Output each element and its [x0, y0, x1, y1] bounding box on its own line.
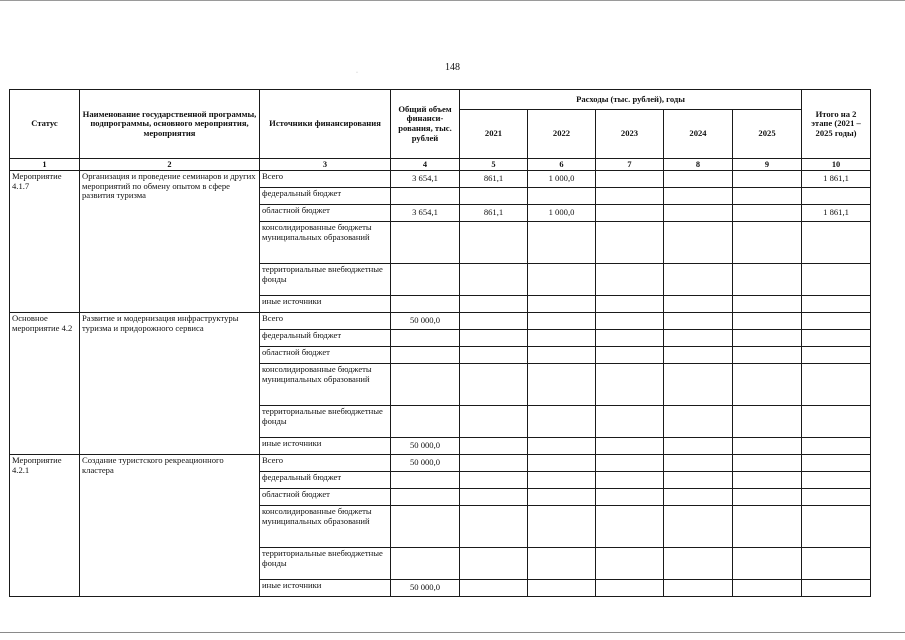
funding-source-cell: иные источники: [260, 580, 391, 597]
stage-total-cell: [802, 438, 871, 455]
year-2023-cell: [596, 188, 664, 205]
header-year: 2024: [664, 110, 733, 159]
column-number: 3: [260, 159, 391, 171]
year-2024-cell: [664, 313, 733, 330]
year-2021-cell: [460, 506, 528, 548]
year-2022-cell: [528, 296, 596, 313]
column-number: 9: [733, 159, 802, 171]
year-2025-cell: [733, 438, 802, 455]
year-2022-cell: [528, 330, 596, 347]
funding-source-cell: областной бюджет: [260, 489, 391, 506]
stage-total-cell: [802, 580, 871, 597]
year-2025-cell: [733, 296, 802, 313]
year-2025-cell: [733, 313, 802, 330]
scan-speck: ·: [356, 70, 358, 76]
total-volume-cell: 3 654,1: [391, 171, 460, 188]
year-2023-cell: [596, 364, 664, 406]
year-2025-cell: [733, 364, 802, 406]
year-2024-cell: [664, 330, 733, 347]
year-2021-cell: [460, 347, 528, 364]
year-2021-cell: [460, 296, 528, 313]
status-cell: Основное мероприятие 4.2: [10, 313, 80, 455]
year-2024-cell: [664, 296, 733, 313]
year-2022-cell: 1 000,0: [528, 171, 596, 188]
stage-total-cell: [802, 222, 871, 264]
column-number: 1: [10, 159, 80, 171]
column-number: 10: [802, 159, 871, 171]
table-header: [10, 90, 871, 171]
column-number-row: [10, 159, 871, 171]
stage-total-cell: [802, 313, 871, 330]
year-2022-cell: [528, 313, 596, 330]
program-name-cell: Создание туристского рекреационного кластера: [80, 455, 260, 597]
total-volume-cell: 50 000,0: [391, 455, 460, 472]
year-2021-cell: [460, 472, 528, 489]
year-2025-cell: [733, 264, 802, 296]
total-volume-cell: [391, 506, 460, 548]
year-2024-cell: [664, 472, 733, 489]
year-2024-cell: [664, 264, 733, 296]
year-2022-cell: [528, 406, 596, 438]
table-row: [10, 313, 871, 330]
year-2023-cell: [596, 347, 664, 364]
year-2025-cell: [733, 406, 802, 438]
year-2025-cell: [733, 330, 802, 347]
header-total-volume: Общий объем финанси- рования, тыс. рублей: [391, 90, 460, 159]
funding-source-cell: консолидированные бюджеты муниципальных образований: [260, 364, 391, 406]
year-2024-cell: [664, 455, 733, 472]
status-cell: Мероприятие 4.2.1: [10, 455, 80, 597]
stage-total-cell: [802, 264, 871, 296]
year-2025-cell: [733, 548, 802, 580]
stage-total-cell: [802, 406, 871, 438]
year-2022-cell: [528, 506, 596, 548]
year-2023-cell: [596, 489, 664, 506]
year-2022-cell: [528, 188, 596, 205]
header-sources: Источники финансирования: [260, 90, 391, 159]
column-number: 8: [664, 159, 733, 171]
year-2022-cell: [528, 347, 596, 364]
funding-source-cell: федеральный бюджет: [260, 472, 391, 489]
year-2021-cell: [460, 188, 528, 205]
funding-source-cell: территориальные внебюджетные фонды: [260, 406, 391, 438]
stage-total-cell: [802, 472, 871, 489]
year-2021-cell: [460, 364, 528, 406]
year-2023-cell: [596, 330, 664, 347]
total-volume-cell: 50 000,0: [391, 313, 460, 330]
funding-source-cell: областной бюджет: [260, 347, 391, 364]
year-2023-cell: [596, 264, 664, 296]
header-year: 2023: [596, 110, 664, 159]
year-2025-cell: [733, 205, 802, 222]
year-2022-cell: [528, 438, 596, 455]
year-2021-cell: [460, 548, 528, 580]
total-volume-cell: [391, 406, 460, 438]
year-2022-cell: [528, 472, 596, 489]
column-number: 2: [80, 159, 260, 171]
total-volume-cell: [391, 330, 460, 347]
year-2022-cell: [528, 455, 596, 472]
funding-source-cell: консолидированные бюджеты муниципальных образований: [260, 222, 391, 264]
total-volume-cell: [391, 222, 460, 264]
year-2023-cell: [596, 506, 664, 548]
stage-total-cell: [802, 548, 871, 580]
year-2021-cell: [460, 406, 528, 438]
year-2025-cell: [733, 506, 802, 548]
year-2024-cell: [664, 364, 733, 406]
stage-total-cell: [802, 188, 871, 205]
total-volume-cell: [391, 364, 460, 406]
year-2023-cell: [596, 406, 664, 438]
year-2025-cell: [733, 222, 802, 264]
year-2024-cell: [664, 506, 733, 548]
year-2023-cell: [596, 438, 664, 455]
year-2022-cell: [528, 364, 596, 406]
stage-total-cell: [802, 364, 871, 406]
header-year: 2025: [733, 110, 802, 159]
column-number: 6: [528, 159, 596, 171]
year-2024-cell: [664, 205, 733, 222]
total-volume-cell: 50 000,0: [391, 580, 460, 597]
header-name: Наименование государственной программы, подпрограммы, основного мероприятия, мероприятия: [80, 90, 260, 159]
total-volume-cell: [391, 489, 460, 506]
year-2024-cell: [664, 580, 733, 597]
year-2024-cell: [664, 171, 733, 188]
year-2024-cell: [664, 188, 733, 205]
funding-source-cell: Всего: [260, 171, 391, 188]
stage-total-cell: [802, 296, 871, 313]
total-volume-cell: [391, 188, 460, 205]
year-2023-cell: [596, 580, 664, 597]
year-2021-cell: [460, 330, 528, 347]
year-2023-cell: [596, 171, 664, 188]
column-number: 4: [391, 159, 460, 171]
year-2022-cell: [528, 222, 596, 264]
year-2021-cell: [460, 455, 528, 472]
stage-total-cell: [802, 455, 871, 472]
year-2024-cell: [664, 406, 733, 438]
year-2023-cell: [596, 222, 664, 264]
year-2021-cell: [460, 580, 528, 597]
scan-bottom-edge: [0, 632, 905, 633]
program-name-cell: Развитие и модернизация инфраструктуры туризма и придорожного сервиса: [80, 313, 260, 455]
year-2023-cell: [596, 548, 664, 580]
stage-total-cell: [802, 347, 871, 364]
stage-total-cell: 1 861,1: [802, 205, 871, 222]
total-volume-cell: 50 000,0: [391, 438, 460, 455]
year-2023-cell: [596, 205, 664, 222]
year-2024-cell: [664, 548, 733, 580]
total-volume-cell: [391, 548, 460, 580]
year-2023-cell: [596, 296, 664, 313]
year-2024-cell: [664, 222, 733, 264]
year-2021-cell: [460, 264, 528, 296]
stage-total-cell: 1 861,1: [802, 171, 871, 188]
funding-source-cell: территориальные внебюджетные фонды: [260, 548, 391, 580]
year-2024-cell: [664, 438, 733, 455]
header-year: 2021: [460, 110, 528, 159]
funding-source-cell: федеральный бюджет: [260, 188, 391, 205]
year-2022-cell: [528, 548, 596, 580]
funding-source-cell: Всего: [260, 455, 391, 472]
status-cell: Мероприятие 4.1.7: [10, 171, 80, 313]
year-2023-cell: [596, 472, 664, 489]
year-2025-cell: [733, 188, 802, 205]
total-volume-cell: [391, 347, 460, 364]
funding-source-cell: иные источники: [260, 438, 391, 455]
year-2022-cell: [528, 264, 596, 296]
header-expenses: Расходы (тыс. рублей), годы: [460, 90, 802, 110]
column-number: 7: [596, 159, 664, 171]
year-2023-cell: [596, 313, 664, 330]
column-number: 5: [460, 159, 528, 171]
year-2025-cell: [733, 472, 802, 489]
total-volume-cell: [391, 296, 460, 313]
year-2021-cell: [460, 438, 528, 455]
header-status: Статус: [10, 90, 80, 159]
table-row: [10, 171, 871, 188]
funding-source-cell: Всего: [260, 313, 391, 330]
header-stage-total: Итого на 2 этапе (2021 – 2025 годы): [802, 90, 871, 159]
year-2025-cell: [733, 455, 802, 472]
year-2024-cell: [664, 489, 733, 506]
year-2025-cell: [733, 580, 802, 597]
financing-table: [9, 89, 871, 597]
stage-total-cell: [802, 330, 871, 347]
year-2021-cell: 861,1: [460, 171, 528, 188]
page-number: 148: [445, 62, 460, 73]
header-year: 2022: [528, 110, 596, 159]
year-2024-cell: [664, 347, 733, 364]
table-row: [10, 455, 871, 472]
year-2021-cell: [460, 489, 528, 506]
year-2021-cell: [460, 222, 528, 264]
year-2025-cell: [733, 489, 802, 506]
total-volume-cell: 3 654,1: [391, 205, 460, 222]
funding-source-cell: иные источники: [260, 296, 391, 313]
total-volume-cell: [391, 472, 460, 489]
year-2022-cell: 1 000,0: [528, 205, 596, 222]
year-2022-cell: [528, 489, 596, 506]
funding-source-cell: территориальные внебюджетные фонды: [260, 264, 391, 296]
total-volume-cell: [391, 264, 460, 296]
year-2025-cell: [733, 171, 802, 188]
program-name-cell: Организация и проведение семинаров и других мероприятий по обмену опытом в сфере развития туризма: [80, 171, 260, 313]
funding-source-cell: федеральный бюджет: [260, 330, 391, 347]
year-2021-cell: 861,1: [460, 205, 528, 222]
stage-total-cell: [802, 489, 871, 506]
funding-source-cell: областной бюджет: [260, 205, 391, 222]
scan-top-edge: [0, 0, 905, 1]
year-2023-cell: [596, 455, 664, 472]
table-body: [10, 171, 871, 597]
year-2025-cell: [733, 347, 802, 364]
year-2022-cell: [528, 580, 596, 597]
stage-total-cell: [802, 506, 871, 548]
year-2021-cell: [460, 313, 528, 330]
funding-source-cell: консолидированные бюджеты муниципальных образований: [260, 506, 391, 548]
